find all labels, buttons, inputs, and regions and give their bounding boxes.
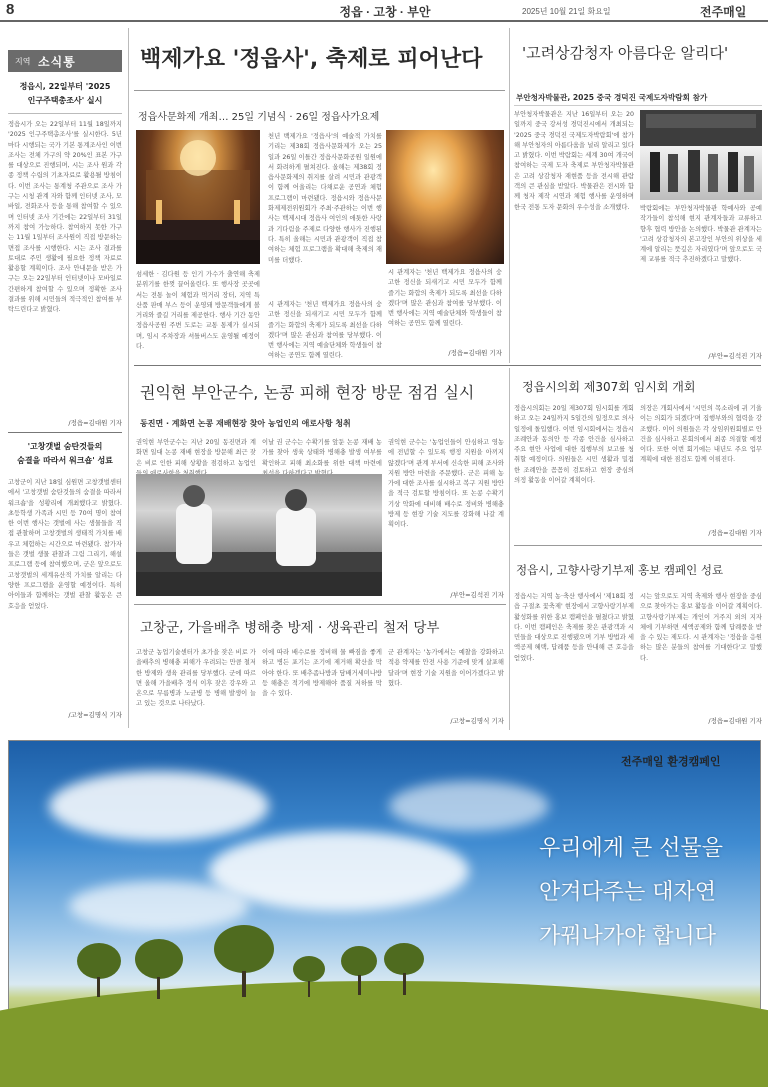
divider — [134, 604, 506, 605]
art1-col3: 시 관계자는 '천년 백제가요 정읍사의 숭고한 정신을 되새기고 시민 모두가 함께 즐기는 화합의 축제가 되도록 최선을 다하겠다'며 많은 관심과 참여를 당부했다. 이번 행사에는 지역 예술단체와 학생들이 참여하는 공연도 함께 열린다. — [388, 269, 502, 328]
art6-col1: 고창군 농업기술센터가 초가을 잦은 비로 가을배추의 병해충 피해가 우려되는 만큼 철저한 방제와 생육 관리를 당부했다. 군에 따르면 올해 가을배추 정식 이후 잦은 강우와 고온으로 무름병과 노균병 등 병해 발생이 늘고 있는 것으로 나타났다. — [136, 649, 256, 708]
divider — [8, 113, 122, 114]
art4-headline: 정읍시의회 제307회 임시회 개회 — [522, 380, 696, 394]
art5-col2: 시는 앞으로도 지역 축제와 행사 현장을 중심으로 찾아가는 홍보 활동을 이어갈 계획이다. 고향사랑기부제는 개인이 거주지 외의 지자체에 기부하면 세액공제와 함께 답례품을 받을 수 있는 제도다. 시 관계자는 '정읍을 응원하는 많은 분들의 참여를 기대한다'고 말했다. — [640, 593, 762, 662]
festival-photo — [136, 130, 260, 264]
art2-headline: '고려상감청자 아름다운 알리다' — [522, 44, 729, 62]
art3-col1: 권익현 부안군수는 지난 20일 동진면과 계화면 일대 논콩 재배 현장을 방문해 최근 잦은 비로 인한 피해 상황을 점검하고 농업인 — [136, 439, 256, 467]
campaign-title: 전주매일 환경캠페인 — [621, 755, 721, 768]
campaign-line1: 우리에게 큰 선물을 — [539, 836, 724, 861]
cloud — [389, 781, 549, 831]
sidebar-header — [8, 50, 122, 72]
masthead — [0, 0, 768, 22]
art6-byline: /고창=김명식 기자 — [450, 717, 504, 725]
sidebar-tag: 지역 — [15, 57, 31, 66]
field-visit-illustration — [136, 474, 382, 596]
campaign-line3: 가꿔나가야 합니다 — [539, 924, 717, 949]
environment-campaign-ad — [8, 740, 761, 1080]
exhibition-photo — [640, 110, 762, 200]
art5-col1: 정읍시는 지역 농·축산 행사에서 '제18회 정읍 구절초 꽃축제' 현장에서 고향사랑기부제 활성화를 위한 홍보 캠페인을 펼쳤다고 밝혔다. 이번 캠페인은 축제를 찾은 관광객과 시민들을 대상으로 진행됐으며 기부 방법과 세액공제 혜택, 답례품 등을 안내해 큰 호응을 얻었다. — [514, 593, 634, 662]
art1-col1: 천년 백제가요 '정읍사'의 예술적 가치를 기리는 제38회 정읍사문화제가 오는 25일과 26일 이틀간 정읍사문화공원 일원에서 화려하게 펼쳐진다. 올해는 제38회 정읍사문화제의 취지를 살려 시민과 관광객이 함께 어울리는 다채로운 공연과 체험 프로그램이 마련됐다. 정읍시와 정읍사문화제제전위원회가 주최·주관하는 이번 행사는 백제시대 정읍사 여인의 애틋한 사랑과 기다림을 주제로 다양한 행사가 진행된다. 특히 올해는 시민과 관광객이 직접 참여하는 체험 프로그램을 확대해 축제의 재미를 더했다. — [268, 133, 382, 264]
art1-headline: 백제가요 '정읍사', 축제로 피어난다 — [140, 47, 483, 72]
art5-headline: 정읍시, 고향사랑기부제 홍보 캠페인 성료 — [516, 563, 724, 577]
festival-stage-illustration — [136, 130, 260, 264]
art6-col2: 이에 따라 배수로를 정비해 물 빠짐을 좋게 하고 병든 포기는 조기에 제거해 확산을 막아야 한다. 또 배추좀나방과 담배거세미나방 등 해충은 적기에 방제해야 품질 저하를 막을 수 있다. — [262, 649, 382, 698]
art5-byline: /정읍=김대원 기자 — [708, 717, 762, 725]
art2-col1: 부안청자박물관은 지난 16일부터 오는 20일까지 중국 강서성 경덕진시에서 개최되는 '2025 중국 경덕진 국제도자박람회'에 참가해 부안청자의 아름다움을 널리 알리고 있다고 밝혔다. 이번 박람회는 세계 30여 개국이 참여하는 국제 도자 축제로 부안청자박물관은 고려 상감청자 재현품 등을 전시해 관람객의 큰 관심을 받았다. 박물관은 전시와 함께 청자 제작 시연과 체험 행사를 운영하며 한국 전통 도자 문화의 우수성을 소개했다. — [514, 111, 634, 211]
sidebar-item2-headline: '고창갯벌 숨탄것들의 숨결을 따라서 워크숍' 성료 — [17, 442, 113, 465]
field-visit-photo — [136, 474, 382, 596]
page-number: 8 — [6, 1, 15, 18]
art6-col3: 군 관계자는 '농가에서는 예찰을 강화하고 적용 약제를 안전 사용 기준에 맞게 살포해 달라'며 현장 기술 지원을 이어가겠다고 밝혔다. — [388, 649, 504, 687]
art6-headline: 고창군, 가을배추 병해충 방제 · 생육관리 철저 당부 — [140, 620, 440, 636]
sidebar-title: 소식통 — [38, 55, 76, 69]
art4-col1: 정읍시의회는 20일 제307회 임시회를 개회하고 오는 24일까지 5일간의 일정으로 의사일정에 돌입했다. 이번 임시회에서는 정읍시 조례안과 동의안 등 각종 안건을 심사하고 주요 현안 사업에 대한 집행부의 보고를 청취할 예정이다. 의원들은 시민 생활과 밀접한 조례안을 꼼꼼히 검토하고 현장 중심의 의정 활동을 이어갈 계획이다. — [514, 405, 634, 485]
art1-subhead: 정읍사문화제 개최… 25일 기념식 · 26일 정읍사가요제 — [138, 112, 380, 123]
sidebar-item2-body: 고창군이 지난 18일 심원면 고창갯벌센터에서 '고창갯벌 숨탄것들의 숨결을 따라서 워크숍'을 성황리에 개최했다고 밝혔다. 초등학생 가족과 시민 등 70여 명이 참여한 이번 행사는 갯벌에 사는 생물들을 직접 관찰하며 고창갯벌의 생태적 가치를 배우고 체험하는 시간으로 마련됐다. 참가자들은 갯벌 생물 관찰과 그림 그리기, 해설 프로그램 등에 참여했으며, 군은 앞으로도 고창갯벌의 세계유산적 가치를 알리는 다양한 프로그램을 운영할 예정이다. 특히 아이들과 함께하는 갯벌 관찰 활동은 큰 호응을 얻었다. — [8, 479, 122, 610]
art1-byline: /정읍=김대원 기자 — [448, 349, 502, 357]
issue-date: 2025년 10월 21일 화요일 — [522, 7, 611, 16]
art2-subhead: 부안청자박물관, 2025 중국 경덕진 국제도자박람회 참가 — [516, 93, 708, 102]
art4-byline: /정읍=김대원 기자 — [708, 529, 762, 537]
divider — [514, 105, 762, 106]
divider — [134, 90, 505, 91]
column-divider — [509, 368, 510, 730]
art1-col2: 시 관계자는 '천년 백제가요 정읍사의 숭고한 정신을 되새기고 시민 모두가 함께 즐기는 화합의 축제가 되도록 최선을 다하겠다'며 많은 관심과 참여를 당부했다. 이번 행사에는 지역 예술단체와 학생들이 참여하는 공연도 함께 열린다. — [268, 301, 382, 360]
art3-col2: 이날 권 군수는 수확기를 앞둔 논콩 재배 농가를 찾아 생육 상태와 병해충 발생 여부를 확인하고 피해 최소화를 위한 대책 마련에 — [262, 439, 382, 467]
newspaper-brand: 전주매일 — [700, 5, 747, 19]
sidebar-item1-byline: /정읍=김대원 기자 — [68, 419, 122, 427]
section-title: 정읍 · 고창 · 부안 — [339, 5, 431, 19]
festival-photo-2 — [386, 130, 504, 264]
art3-byline: /부안=김석진 기자 — [450, 591, 504, 599]
column-divider — [128, 28, 129, 728]
art3-headline: 권익현 부안군수, 논콩 피해 현장 방문 점검 실시 — [140, 383, 475, 402]
campaign-line2: 안겨다주는 대자연 — [539, 880, 717, 905]
art3-subhead: 동진면 · 계화면 논콩 재배현장 찾아 농업인의 애로사항 청취 — [140, 419, 351, 428]
art4-col2: 의장은 개회사에서 '시민의 목소리에 귀 기울이는 의회가 되겠다'며 집행부와의 협력을 강조했다. 이어 의원들은 각 상임위원회별로 안건을 심사하고 본회의에서 최종 의결할 예정이다. 또한 이번 회기에는 내년도 주요 업무 계획에 대한 점검도 함께 이뤄진다. — [640, 405, 762, 464]
sidebar-item2-byline: /고창=김명식 기자 — [68, 711, 122, 719]
divider — [8, 432, 122, 433]
cloud — [49, 771, 269, 841]
sidebar-item1-body: 정읍시가 오는 22일부터 11월 18일까지 '2025 인구주택총조사'를 실시한다. 5년마다 시행되는 국가 기본 통계조사인 이번 조사는 전체 가구의 약 20%인 표본 가구를 대상으로 진행되며, 시는 조사 원과 각종 정책 수립의 기초자료로 활용될 방침이다. 이번 조사는 통계청 주관으로 조사 가구는 시청 관계 자와 함께 인터넷 조사, 모바일, 전화조사 등을 통해 참여할 수 있으며 인터넷 조사 기간에는 22일부터 31일까지 참여 가능하다. 참여하지 못한 가구는 11월 1일부터 조사원이 직접 방문하는 면접 조사를 시행한다. 시는 조사 결과를 토대로 주민 생활에 필요한 정책 자료로 활용할 계획이다. 조사 안내문을 받은 가구는 오는 22일부터 인터넷이나 모바일로 간편하게 참여할 수 있으며 정확한 조사 결과를 위해 시민들의 적극적인 참여를 부탁드린다고 밝혔다. — [8, 121, 122, 314]
art3-col3: 권익현 군수는 '농업인들이 안심하고 영농에 전념할 수 있도록 행정 지원을 아끼지 않겠다'며 관계 부서에 신속한 피해 조사와 지원 방안 마련을 주문했다. 군은 피해 농가에 대한 조사를 실시하고 복구 지원 방안을 적극 검토할 방침이다. 또 논콩 수확기 기상 악화에 대비해 배수로 정비와 병해충 방제 등 현장 기술 지도를 강화해 나갈 계획이다. — [388, 439, 504, 529]
exhibition-illustration — [640, 110, 762, 200]
cloud — [209, 831, 469, 911]
art2-col2: 박람회에는 부안청자박물관 학예사와 공예 작가들이 참석해 현지 관계자들과 교류하고 향후 협력 방안을 논의했다. 박물관 관계자는 '고려 상감청자의 본고장인 부안의 위상을 세계에 알리는 뜻깊은 자리였다'며 앞으로도 국제 교류를 적극 추진하겠다고 말했다. — [640, 205, 762, 264]
divider — [134, 365, 761, 366]
art1-col1b: 섬세한 · 김다원 등 인기 가수가 출연해 축제 분위기를 한껏 끌어올린다. 또 행사장 곳곳에서는 전통 놀이 체험과 먹거리 장터, 지역 특산품 판매 부스 등이 운영돼 방문객들에게 볼거리와 즐길 거리를 제공한다. 행사 기간 동안 정읍사공원 주변 도로는 교통 통제가 실시되며, 임시 주차장과 셔틀버스도 운영될 예정이다. — [136, 271, 260, 351]
sidebar-item1-headline: 정읍시, 22일부터 '2025 인구주택총조사' 실시 — [19, 82, 111, 105]
divider — [514, 545, 762, 546]
art2-byline: /부안=김석진 기자 — [708, 352, 762, 360]
column-divider — [509, 28, 510, 363]
